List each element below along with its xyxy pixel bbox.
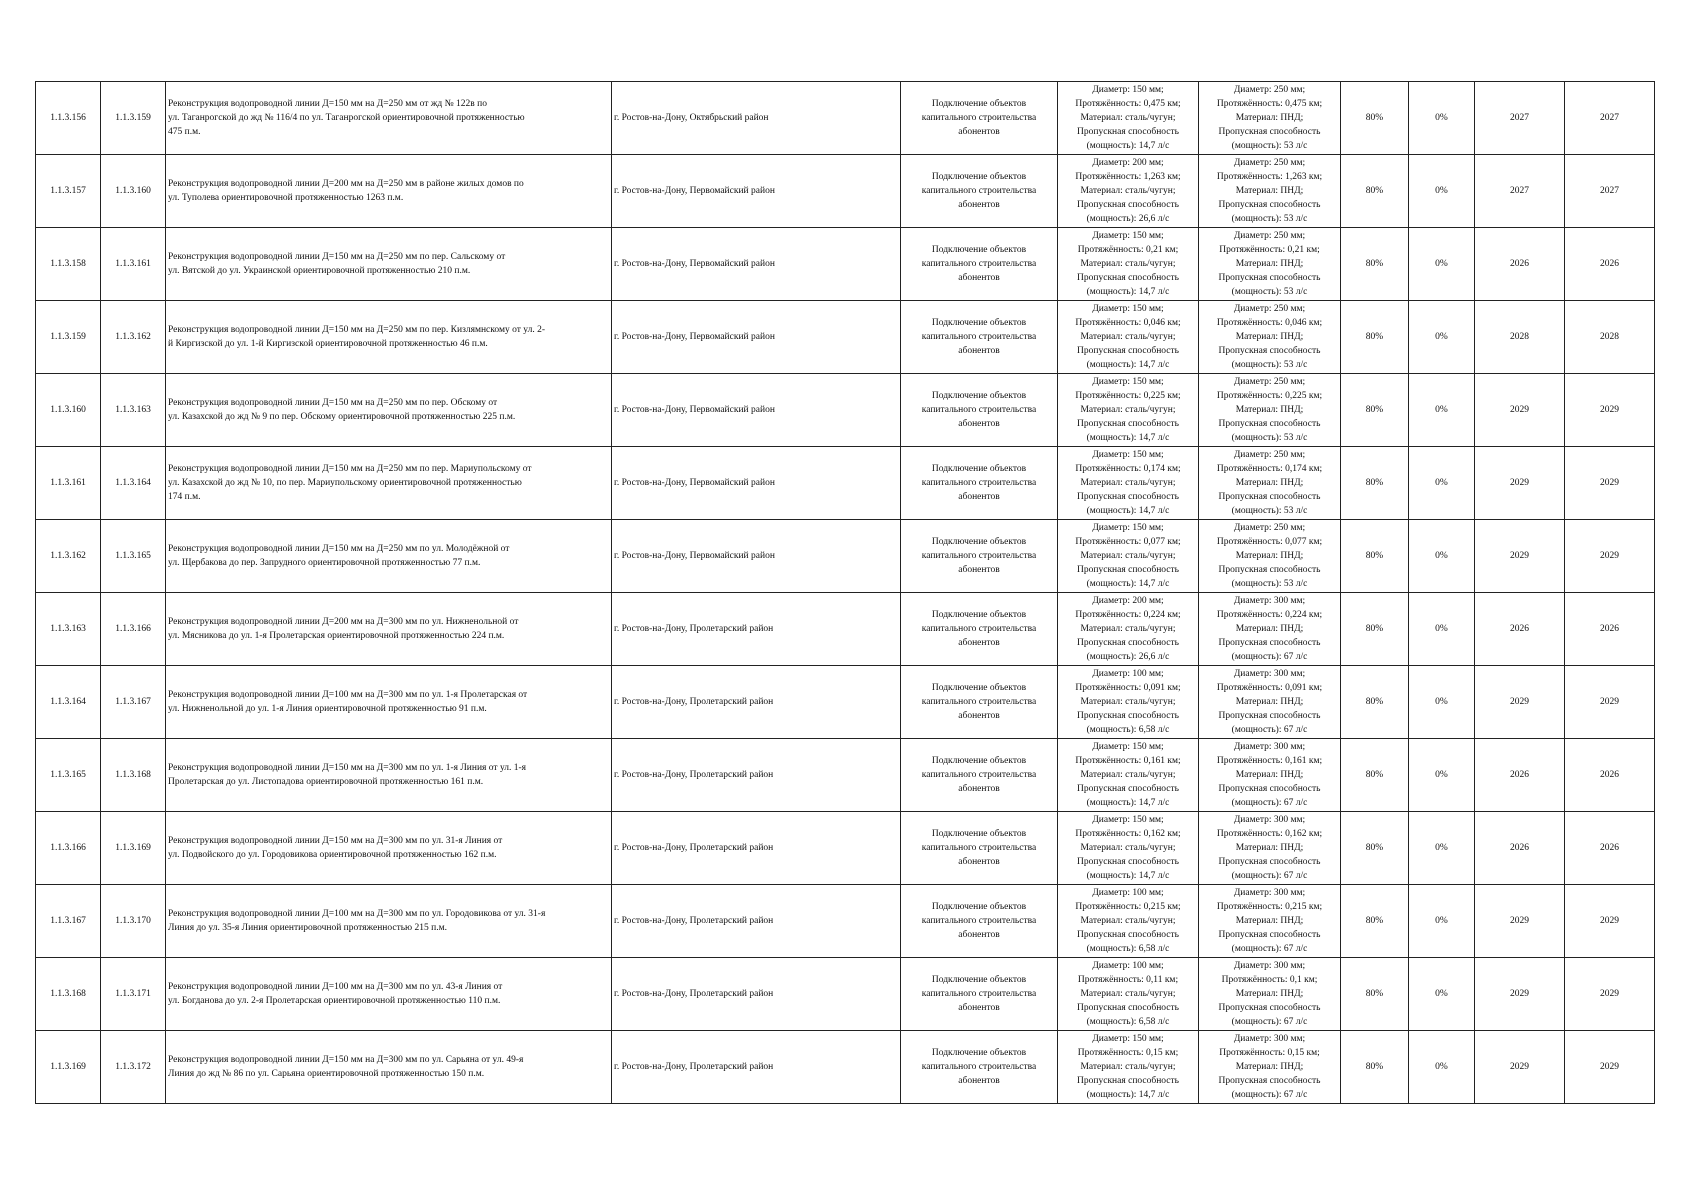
year-end-cell: 2029 [1565, 520, 1655, 593]
row-number-cell: 1.1.3.162 [36, 520, 101, 593]
year-start-cell: 2026 [1475, 739, 1565, 812]
percent-cell: 80% [1341, 301, 1409, 374]
parameters-before-cell: Диаметр: 100 мм; Протяжённость: 0,11 км; Материал: сталь/чугун; Пропускная способность (мощность): 6,58 л/с [1058, 958, 1199, 1031]
measure-description-cell: Реконструкция водопроводной линии Д=150 мм на Д=300 мм по ул. 31-я Линия от ул. Подвойского до ул. Городовикова ориентировочной протяженностью 162 п.м. [166, 812, 612, 885]
year-start-cell: 2029 [1475, 520, 1565, 593]
location-cell: г. Ростов-на-Дону, Пролетарский район [612, 958, 901, 1031]
percent-cell: 0% [1409, 958, 1475, 1031]
row-number-cell: 1.1.3.156 [36, 82, 101, 155]
table-row [36, 374, 1655, 447]
table-row [36, 447, 1655, 520]
measure-description-cell: Реконструкция водопроводной линии Д=150 мм на Д=250 мм по пер. Сальскому от ул. Вятской до ул. Украинской ориентировочной протяженностью 210 п.м. [166, 228, 612, 301]
percent-cell: 0% [1409, 155, 1475, 228]
projects-table [35, 81, 1655, 1104]
year-end-cell: 2026 [1565, 812, 1655, 885]
table-row [36, 593, 1655, 666]
row-number-cell: 1.1.3.161 [36, 447, 101, 520]
measure-code-cell: 1.1.3.166 [101, 593, 166, 666]
measure-description-cell: Реконструкция водопроводной линии Д=150 мм на Д=300 мм по ул. 1-я Линия от ул. 1-я Пролетарская до ул. Листопадова ориентировочной протяженностью 161 п.м. [166, 739, 612, 812]
location-cell: г. Ростов-на-Дону, Первомайский район [612, 520, 901, 593]
year-start-cell: 2029 [1475, 447, 1565, 520]
parameters-before-cell: Диаметр: 150 мм; Протяжённость: 0,21 км; Материал: сталь/чугун; Пропускная способность (мощность): 14,7 л/с [1058, 228, 1199, 301]
location-cell: г. Ростов-на-Дону, Первомайский район [612, 155, 901, 228]
parameters-before-cell: Диаметр: 150 мм; Протяжённость: 0,077 км; Материал: сталь/чугун; Пропускная способность (мощность): 14,7 л/с [1058, 520, 1199, 593]
parameters-after-cell: Диаметр: 300 мм; Протяжённость: 0,15 км; Материал: ПНД; Пропускная способность (мощность): 67 л/с [1199, 1031, 1341, 1104]
measure-code-cell: 1.1.3.161 [101, 228, 166, 301]
row-number-cell: 1.1.3.167 [36, 885, 101, 958]
percent-cell: 0% [1409, 82, 1475, 155]
row-number-cell: 1.1.3.163 [36, 593, 101, 666]
table-row [36, 958, 1655, 1031]
parameters-before-cell: Диаметр: 150 мм; Протяжённость: 0,046 км; Материал: сталь/чугун; Пропускная способность (мощность): 14,7 л/с [1058, 301, 1199, 374]
measure-description-cell: Реконструкция водопроводной линии Д=200 мм на Д=300 мм по ул. Нижненольной от ул. Мясникова до ул. 1-я Пролетарская ориентировочной протяженностью 224 п.м. [166, 593, 612, 666]
parameters-after-cell: Диаметр: 250 мм; Протяжённость: 0,225 км; Материал: ПНД; Пропускная способность (мощность): 53 л/с [1199, 374, 1341, 447]
measure-description-cell: Реконструкция водопроводной линии Д=150 мм на Д=250 мм по пер. Мариупольскому от ул. Казахской до жд № 10, по пер. Мариупольскому ориентировочной протяженностью 174 п.м. [166, 447, 612, 520]
parameters-after-cell: Диаметр: 300 мм; Протяжённость: 0,1 км; Материал: ПНД; Пропускная способность (мощность): 67 л/с [1199, 958, 1341, 1031]
year-end-cell: 2026 [1565, 739, 1655, 812]
purpose-cell: Подключение объектов капитального строительства абонентов [901, 885, 1058, 958]
measure-code-cell: 1.1.3.172 [101, 1031, 166, 1104]
parameters-after-cell: Диаметр: 300 мм; Протяжённость: 0,215 км; Материал: ПНД; Пропускная способность (мощность): 67 л/с [1199, 885, 1341, 958]
percent-cell: 0% [1409, 374, 1475, 447]
table-row [36, 666, 1655, 739]
purpose-cell: Подключение объектов капитального строительства абонентов [901, 374, 1058, 447]
percent-cell: 80% [1341, 82, 1409, 155]
row-number-cell: 1.1.3.158 [36, 228, 101, 301]
measure-code-cell: 1.1.3.162 [101, 301, 166, 374]
parameters-before-cell: Диаметр: 150 мм; Протяжённость: 0,475 км; Материал: сталь/чугун; Пропускная способность (мощность): 14,7 л/с [1058, 82, 1199, 155]
table-row [36, 885, 1655, 958]
percent-cell: 80% [1341, 447, 1409, 520]
year-start-cell: 2029 [1475, 885, 1565, 958]
location-cell: г. Ростов-на-Дону, Первомайский район [612, 374, 901, 447]
percent-cell: 0% [1409, 1031, 1475, 1104]
parameters-after-cell: Диаметр: 250 мм; Протяжённость: 0,046 км; Материал: ПНД; Пропускная способность (мощность): 53 л/с [1199, 301, 1341, 374]
year-start-cell: 2027 [1475, 82, 1565, 155]
measure-description-cell: Реконструкция водопроводной линии Д=100 мм на Д=300 мм по ул. 43-я Линия от ул. Богданова до ул. 2-я Пролетарская ориентировочной протяженностью 110 п.м. [166, 958, 612, 1031]
year-start-cell: 2029 [1475, 1031, 1565, 1104]
table-row [36, 1031, 1655, 1104]
parameters-before-cell: Диаметр: 150 мм; Протяжённость: 0,162 км; Материал: сталь/чугун; Пропускная способность (мощность): 14,7 л/с [1058, 812, 1199, 885]
year-start-cell: 2026 [1475, 812, 1565, 885]
row-number-cell: 1.1.3.164 [36, 666, 101, 739]
percent-cell: 0% [1409, 666, 1475, 739]
year-end-cell: 2029 [1565, 447, 1655, 520]
location-cell: г. Ростов-на-Дону, Пролетарский район [612, 739, 901, 812]
purpose-cell: Подключение объектов капитального строительства абонентов [901, 520, 1058, 593]
year-end-cell: 2026 [1565, 593, 1655, 666]
row-number-cell: 1.1.3.169 [36, 1031, 101, 1104]
table-row [36, 520, 1655, 593]
percent-cell: 0% [1409, 520, 1475, 593]
location-cell: г. Ростов-на-Дону, Первомайский район [612, 447, 901, 520]
measure-description-cell: Реконструкция водопроводной линии Д=100 мм на Д=300 мм по ул. Городовикова от ул. 31-я Линия до ул. 35-я Линия ориентировочной протяженностью 215 п.м. [166, 885, 612, 958]
row-number-cell: 1.1.3.157 [36, 155, 101, 228]
percent-cell: 80% [1341, 666, 1409, 739]
table-row [36, 82, 1655, 155]
year-start-cell: 2028 [1475, 301, 1565, 374]
percent-cell: 80% [1341, 1031, 1409, 1104]
year-end-cell: 2027 [1565, 82, 1655, 155]
percent-cell: 80% [1341, 374, 1409, 447]
row-number-cell: 1.1.3.166 [36, 812, 101, 885]
location-cell: г. Ростов-на-Дону, Пролетарский район [612, 1031, 901, 1104]
parameters-after-cell: Диаметр: 250 мм; Протяжённость: 0,077 км; Материал: ПНД; Пропускная способность (мощность): 53 л/с [1199, 520, 1341, 593]
measure-code-cell: 1.1.3.167 [101, 666, 166, 739]
purpose-cell: Подключение объектов капитального строительства абонентов [901, 82, 1058, 155]
parameters-before-cell: Диаметр: 150 мм; Протяжённость: 0,225 км; Материал: сталь/чугун; Пропускная способность (мощность): 14,7 л/с [1058, 374, 1199, 447]
measure-description-cell: Реконструкция водопроводной линии Д=200 мм на Д=250 мм в районе жилых домов по ул. Туполева ориентировочной протяженностью 1263 п.м. [166, 155, 612, 228]
parameters-before-cell: Диаметр: 200 мм; Протяжённость: 1,263 км; Материал: сталь/чугун; Пропускная способность (мощность): 26,6 л/с [1058, 155, 1199, 228]
percent-cell: 0% [1409, 228, 1475, 301]
measure-description-cell: Реконструкция водопроводной линии Д=150 мм на Д=250 мм по пер. Обскому от ул. Казахской до жд № 9 по пер. Обскому ориентировочной протяженностью 225 п.м. [166, 374, 612, 447]
year-end-cell: 2026 [1565, 228, 1655, 301]
measure-code-cell: 1.1.3.171 [101, 958, 166, 1031]
year-end-cell: 2029 [1565, 958, 1655, 1031]
purpose-cell: Подключение объектов капитального строительства абонентов [901, 739, 1058, 812]
percent-cell: 0% [1409, 812, 1475, 885]
parameters-before-cell: Диаметр: 200 мм; Протяжённость: 0,224 км; Материал: сталь/чугун; Пропускная способность (мощность): 26,6 л/с [1058, 593, 1199, 666]
percent-cell: 80% [1341, 593, 1409, 666]
year-start-cell: 2026 [1475, 228, 1565, 301]
table-row [36, 739, 1655, 812]
percent-cell: 0% [1409, 885, 1475, 958]
purpose-cell: Подключение объектов капитального строительства абонентов [901, 155, 1058, 228]
percent-cell: 0% [1409, 301, 1475, 374]
percent-cell: 80% [1341, 812, 1409, 885]
year-end-cell: 2027 [1565, 155, 1655, 228]
year-end-cell: 2029 [1565, 666, 1655, 739]
measure-code-cell: 1.1.3.168 [101, 739, 166, 812]
table-row [36, 228, 1655, 301]
parameters-after-cell: Диаметр: 250 мм; Протяжённость: 1,263 км; Материал: ПНД; Пропускная способность (мощность): 53 л/с [1199, 155, 1341, 228]
year-end-cell: 2029 [1565, 885, 1655, 958]
parameters-after-cell: Диаметр: 250 мм; Протяжённость: 0,21 км; Материал: ПНД; Пропускная способность (мощность): 53 л/с [1199, 228, 1341, 301]
measure-description-cell: Реконструкция водопроводной линии Д=150 мм на Д=300 мм по ул. Сарьяна от ул. 49-я Линия до жд № 86 по ул. Сарьяна ориентировочной протяженностью 150 п.м. [166, 1031, 612, 1104]
percent-cell: 0% [1409, 739, 1475, 812]
percent-cell: 80% [1341, 228, 1409, 301]
parameters-after-cell: Диаметр: 300 мм; Протяжённость: 0,091 км; Материал: ПНД; Пропускная способность (мощность): 67 л/с [1199, 666, 1341, 739]
measure-description-cell: Реконструкция водопроводной линии Д=150 мм на Д=250 мм по пер. Кизлямнскому от ул. 2- й Киргизской до ул. 1-й Киргизской ориентировочной протяженностью 46 п.м. [166, 301, 612, 374]
location-cell: г. Ростов-на-Дону, Пролетарский район [612, 666, 901, 739]
measure-code-cell: 1.1.3.160 [101, 155, 166, 228]
location-cell: г. Ростов-на-Дону, Первомайский район [612, 228, 901, 301]
parameters-after-cell: Диаметр: 300 мм; Протяжённость: 0,224 км; Материал: ПНД; Пропускная способность (мощность): 67 л/с [1199, 593, 1341, 666]
year-start-cell: 2029 [1475, 374, 1565, 447]
measure-description-cell: Реконструкция водопроводной линии Д=150 мм на Д=250 мм по ул. Молодёжной от ул. Щербакова до пер. Запрудного ориентировочной протяженностью 77 п.м. [166, 520, 612, 593]
location-cell: г. Ростов-на-Дону, Пролетарский район [612, 593, 901, 666]
parameters-after-cell: Диаметр: 300 мм; Протяжённость: 0,162 км; Материал: ПНД; Пропускная способность (мощность): 67 л/с [1199, 812, 1341, 885]
year-end-cell: 2029 [1565, 1031, 1655, 1104]
year-start-cell: 2026 [1475, 593, 1565, 666]
measure-code-cell: 1.1.3.169 [101, 812, 166, 885]
purpose-cell: Подключение объектов капитального строительства абонентов [901, 666, 1058, 739]
location-cell: г. Ростов-на-Дону, Пролетарский район [612, 812, 901, 885]
table-body [36, 82, 1655, 1104]
measure-code-cell: 1.1.3.164 [101, 447, 166, 520]
year-end-cell: 2029 [1565, 374, 1655, 447]
parameters-before-cell: Диаметр: 150 мм; Протяжённость: 0,161 км; Материал: сталь/чугун; Пропускная способность (мощность): 14,7 л/с [1058, 739, 1199, 812]
location-cell: г. Ростов-на-Дону, Первомайский район [612, 301, 901, 374]
parameters-after-cell: Диаметр: 300 мм; Протяжённость: 0,161 км; Материал: ПНД; Пропускная способность (мощность): 67 л/с [1199, 739, 1341, 812]
purpose-cell: Подключение объектов капитального строительства абонентов [901, 447, 1058, 520]
measure-code-cell: 1.1.3.159 [101, 82, 166, 155]
purpose-cell: Подключение объектов капитального строительства абонентов [901, 301, 1058, 374]
purpose-cell: Подключение объектов капитального строительства абонентов [901, 812, 1058, 885]
row-number-cell: 1.1.3.160 [36, 374, 101, 447]
percent-cell: 80% [1341, 885, 1409, 958]
parameters-after-cell: Диаметр: 250 мм; Протяжённость: 0,475 км; Материал: ПНД; Пропускная способность (мощность): 53 л/с [1199, 82, 1341, 155]
row-number-cell: 1.1.3.159 [36, 301, 101, 374]
measure-description-cell: Реконструкция водопроводной линии Д=150 мм на Д=250 мм от жд № 122в по ул. Таганрогской до жд № 116/4 по ул. Таганрогской ориентировочной протяженностью 475 п.м. [166, 82, 612, 155]
location-cell: г. Ростов-на-Дону, Пролетарский район [612, 885, 901, 958]
percent-cell: 0% [1409, 593, 1475, 666]
parameters-before-cell: Диаметр: 150 мм; Протяжённость: 0,174 км; Материал: сталь/чугун; Пропускная способность (мощность): 14,7 л/с [1058, 447, 1199, 520]
year-start-cell: 2027 [1475, 155, 1565, 228]
purpose-cell: Подключение объектов капитального строительства абонентов [901, 1031, 1058, 1104]
percent-cell: 80% [1341, 520, 1409, 593]
year-start-cell: 2029 [1475, 958, 1565, 1031]
year-start-cell: 2029 [1475, 666, 1565, 739]
percent-cell: 80% [1341, 155, 1409, 228]
row-number-cell: 1.1.3.165 [36, 739, 101, 812]
parameters-after-cell: Диаметр: 250 мм; Протяжённость: 0,174 км; Материал: ПНД; Пропускная способность (мощность): 53 л/с [1199, 447, 1341, 520]
purpose-cell: Подключение объектов капитального строительства абонентов [901, 228, 1058, 301]
row-number-cell: 1.1.3.168 [36, 958, 101, 1031]
percent-cell: 80% [1341, 958, 1409, 1031]
measure-code-cell: 1.1.3.170 [101, 885, 166, 958]
parameters-before-cell: Диаметр: 100 мм; Протяжённость: 0,091 км; Материал: сталь/чугун; Пропускная способность (мощность): 6,58 л/с [1058, 666, 1199, 739]
table-row [36, 155, 1655, 228]
measure-code-cell: 1.1.3.163 [101, 374, 166, 447]
parameters-before-cell: Диаметр: 150 мм; Протяжённость: 0,15 км; Материал: сталь/чугун; Пропускная способность (мощность): 14,7 л/с [1058, 1031, 1199, 1104]
year-end-cell: 2028 [1565, 301, 1655, 374]
table-row [36, 812, 1655, 885]
percent-cell: 80% [1341, 739, 1409, 812]
measure-code-cell: 1.1.3.165 [101, 520, 166, 593]
table-row [36, 301, 1655, 374]
percent-cell: 0% [1409, 447, 1475, 520]
purpose-cell: Подключение объектов капитального строительства абонентов [901, 958, 1058, 1031]
measure-description-cell: Реконструкция водопроводной линии Д=100 мм на Д=300 мм по ул. 1-я Пролетарская от ул. Нижненольной до ул. 1-я Линия ориентировочной протяженностью 91 п.м. [166, 666, 612, 739]
purpose-cell: Подключение объектов капитального строительства абонентов [901, 593, 1058, 666]
location-cell: г. Ростов-на-Дону, Октябрьский район [612, 82, 901, 155]
parameters-before-cell: Диаметр: 100 мм; Протяжённость: 0,215 км; Материал: сталь/чугун; Пропускная способность (мощность): 6,58 л/с [1058, 885, 1199, 958]
